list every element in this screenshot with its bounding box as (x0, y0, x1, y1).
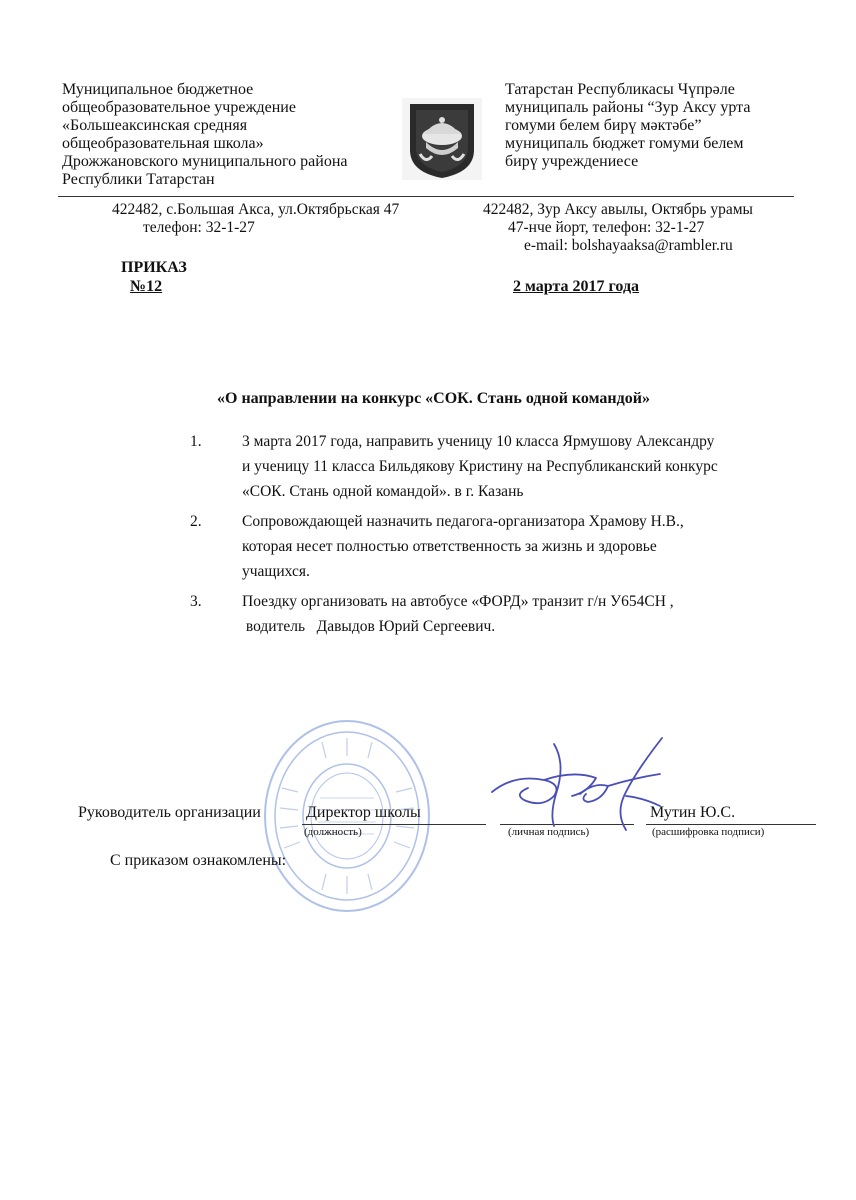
item-line: Сопровождающей назначить педагога-организатора Храмову Н.В., (242, 513, 684, 530)
header-left-line: Республики Татарстан (62, 171, 215, 188)
item-line: «СОК. Стань одной командой». в г. Казань (242, 483, 524, 500)
item-line: Поездку организовать на автобусе «ФОРД» транзит г/н У654СН , (242, 593, 674, 610)
left-address: 422482, с.Большая Акса, ул.Октябрьская 47 (112, 201, 400, 218)
order-item (190, 589, 810, 639)
header-left-line: «Большеаксинская средняя (62, 117, 248, 134)
item-line: учащихся. (242, 563, 310, 580)
header-right-line: муниципаль районы “Зур Аксу урта (505, 99, 751, 116)
header-left-line: Муниципальное бюджетное (62, 81, 254, 98)
item-number: 2. (190, 513, 202, 530)
header-right-line: бирү учреждениесе (505, 153, 639, 170)
order-item (190, 429, 810, 504)
header-right-line: Татарстан Республикасы Чүпрәле (505, 81, 735, 98)
position-line (302, 824, 486, 825)
item-line: водитель Давыдов Юрий Сергеевич. (242, 618, 496, 635)
right-phone: 47-нче йорт, телефон: 32-1-27 (508, 219, 705, 236)
header-left-line: Дрожжановского муниципального района (62, 153, 348, 170)
header-right-line: гомуми белем бирү мәктәбе” (505, 117, 702, 134)
order-title: ПРИКАЗ (121, 259, 187, 276)
name-caption: (расшифровка подписи) (652, 826, 765, 838)
header-left-line: общеобразовательная школа» (62, 135, 264, 152)
right-email: e-mail: bolshayaaksa@rambler.ru (524, 237, 733, 254)
item-line: 3 марта 2017 года, направить ученицу 10 класса Ярмушову Александру (242, 433, 715, 450)
signature-role-label: Руководитель организации (78, 804, 261, 821)
position-caption: (должность) (304, 826, 362, 838)
coat-of-arms-icon (402, 98, 482, 180)
left-phone: телефон: 32-1-27 (143, 219, 255, 236)
right-address: 422482, Зур Аксу авылы, Октябрь урамы (483, 201, 753, 218)
header-divider (58, 196, 794, 197)
item-number: 1. (190, 433, 202, 450)
item-line: и ученицу 11 класса Бильдякову Кристину на Республиканский конкурс (242, 458, 718, 475)
header-left-line: общеобразовательное учреждение (62, 99, 296, 116)
header-right (505, 81, 750, 171)
order-item (190, 509, 810, 584)
signature-caption: (личная подпись) (508, 826, 590, 838)
order-date: 2 марта 2017 года (513, 278, 640, 295)
item-number: 3. (190, 593, 202, 610)
signature-position: Директор школы (306, 804, 421, 821)
signatory-name: Мутин Ю.С. (650, 804, 736, 821)
header-right-line: муниципаль бюджет гомуми белем (505, 135, 744, 152)
acknowledgement-label: С приказом ознакомлены: (110, 852, 287, 869)
order-subject: «О направлении на конкурс «СОК. Стань одной командой» (217, 390, 650, 407)
handwritten-signature (484, 734, 674, 840)
item-line: которая несет полностью ответственность за жизнь и здоровье (242, 538, 657, 555)
order-items (190, 429, 810, 639)
order-number: №12 (130, 278, 163, 295)
header-left (62, 81, 348, 189)
